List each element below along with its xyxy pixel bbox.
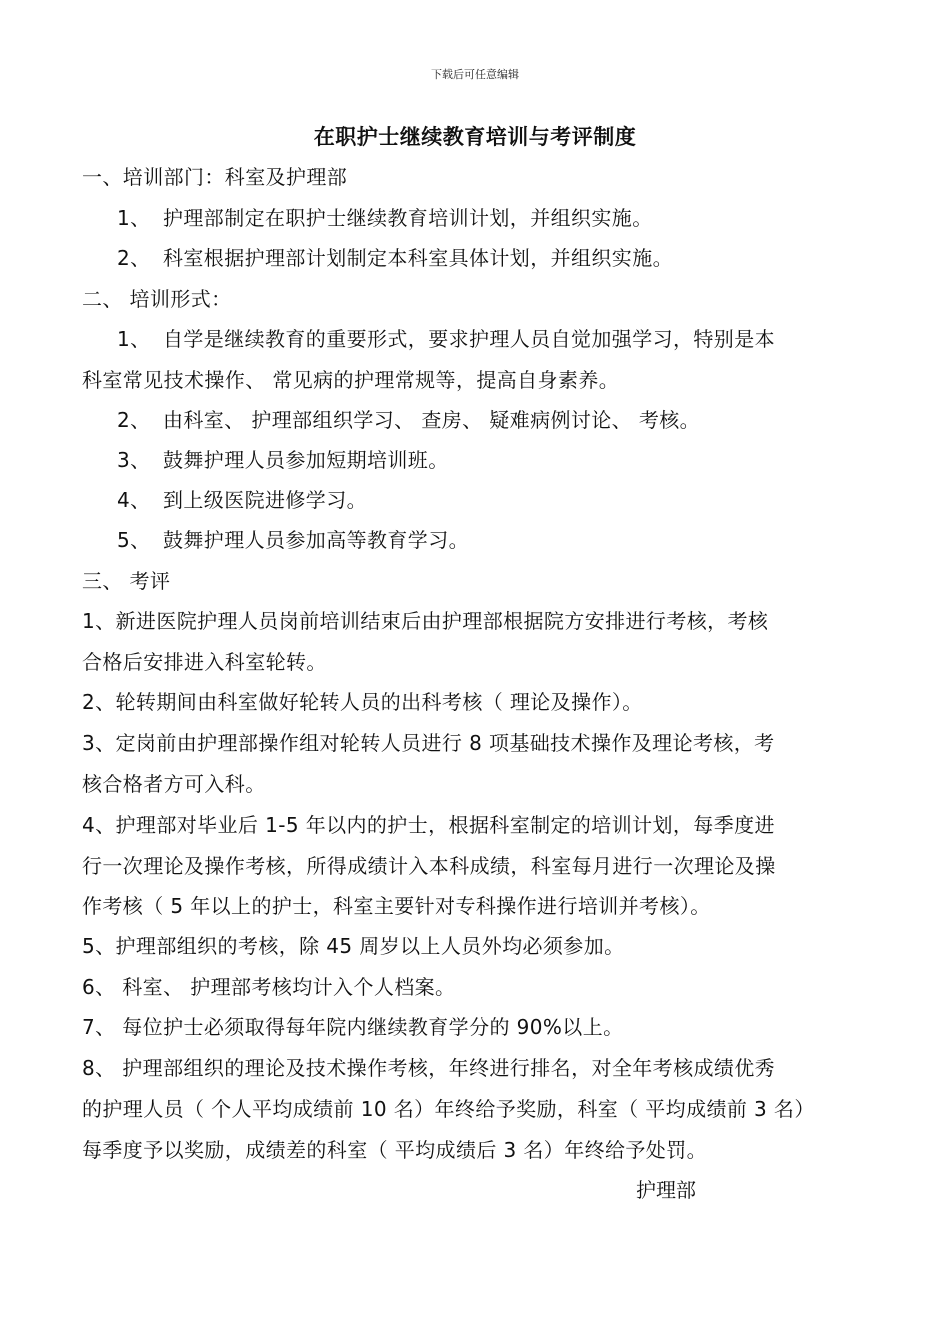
item-text: 自学是继续教育的重要形式，要求护理人员自觉加强学习，特别是本 [163,327,775,351]
item-text: 科室根据护理部计划制定本科室具体计划，并组织实施。 [163,246,673,270]
document-title: 在职护士继续教育培训与考评制度 [313,125,637,149]
section3-line: 7、 每位护士必须取得每年院内继续教育学分的 90%以上。 [82,1015,624,1039]
item-number: 5、 [117,528,151,552]
section2-item-2 [117,406,907,434]
section2-item-3 [117,446,907,474]
signature: 护理部 [636,1178,696,1202]
section3-line: 5、护理部组织的考核，除 45 周岁以上人员外均必须参加。 [82,934,625,958]
item-text: 鼓舞护理人员参加短期培训班。 [163,448,449,472]
section3-line: 4、护理部对毕业后 1-5 年以内的护士，根据科室制定的培训计划，每季度进 [82,813,775,837]
section3-line: 1、新进医院护理人员岗前培训结束后由护理部根据院方安排进行考核，考核 [82,609,769,633]
section1-heading: 一、培训部门：科室及护理部 [82,165,348,189]
section1-item-2 [117,244,907,272]
item-number: 2、 [117,246,151,270]
item-number: 1、 [117,327,151,351]
header-note: 下载后可任意编辑 [431,68,519,81]
section3-line: 每季度予以奖励，成绩差的科室（ 平均成绩后 3 名）年终给予处罚。 [82,1138,707,1162]
section3-line: 作考核（ 5 年以上的护士，科室主要针对专科操作进行培训并考核）。 [82,894,711,918]
item-number: 1、 [117,206,151,230]
item-text: 由科室、 护理部组织学习、 查房、 疑难病例讨论、 考核。 [163,408,701,432]
section3-heading: 三、 考评 [82,569,171,593]
section3-line: 8、 护理部组织的理论及技术操作考核，年终进行排名，对全年考核成绩优秀 [82,1056,776,1080]
section3-line: 的护理人员（ 个人平均成绩前 10 名）年终给予奖励，科室（ 平均成绩前 3 名） [82,1097,815,1121]
item-text: 到上级医院进修学习。 [163,488,367,512]
section2-item-5 [117,526,907,554]
section3-line: 6、 科室、 护理部考核均计入个人档案。 [82,975,456,999]
section3-line: 核合格者方可入科。 [82,772,266,796]
item-number: 2、 [117,408,151,432]
section2-heading: 二、 培训形式： [82,287,232,311]
section2-item-4 [117,486,907,514]
section2-item-1-line-1 [117,325,877,353]
section3-line: 行一次理论及操作考核，所得成绩计入本科成绩，科室每月进行一次理论及操 [82,854,776,878]
item-number: 4、 [117,488,151,512]
item-text: 鼓舞护理人员参加高等教育学习。 [163,528,469,552]
section1-item-1 [117,204,907,232]
item-text: 护理部制定在职护士继续教育培训计划，并组织实施。 [163,206,653,230]
section3-line: 3、定岗前由护理部操作组对轮转人员进行 8 项基础技术操作及理论考核，考 [82,731,775,755]
item-number: 3、 [117,448,151,472]
section3-line: 2、轮转期间由科室做好轮转人员的出科考核（ 理论及操作）。 [82,690,643,714]
section3-line: 合格后安排进入科室轮转。 [82,650,327,674]
section2-item-1-line-2: 科室常见技术操作、 常见病的护理常规等，提高自身素养。 [82,368,620,392]
